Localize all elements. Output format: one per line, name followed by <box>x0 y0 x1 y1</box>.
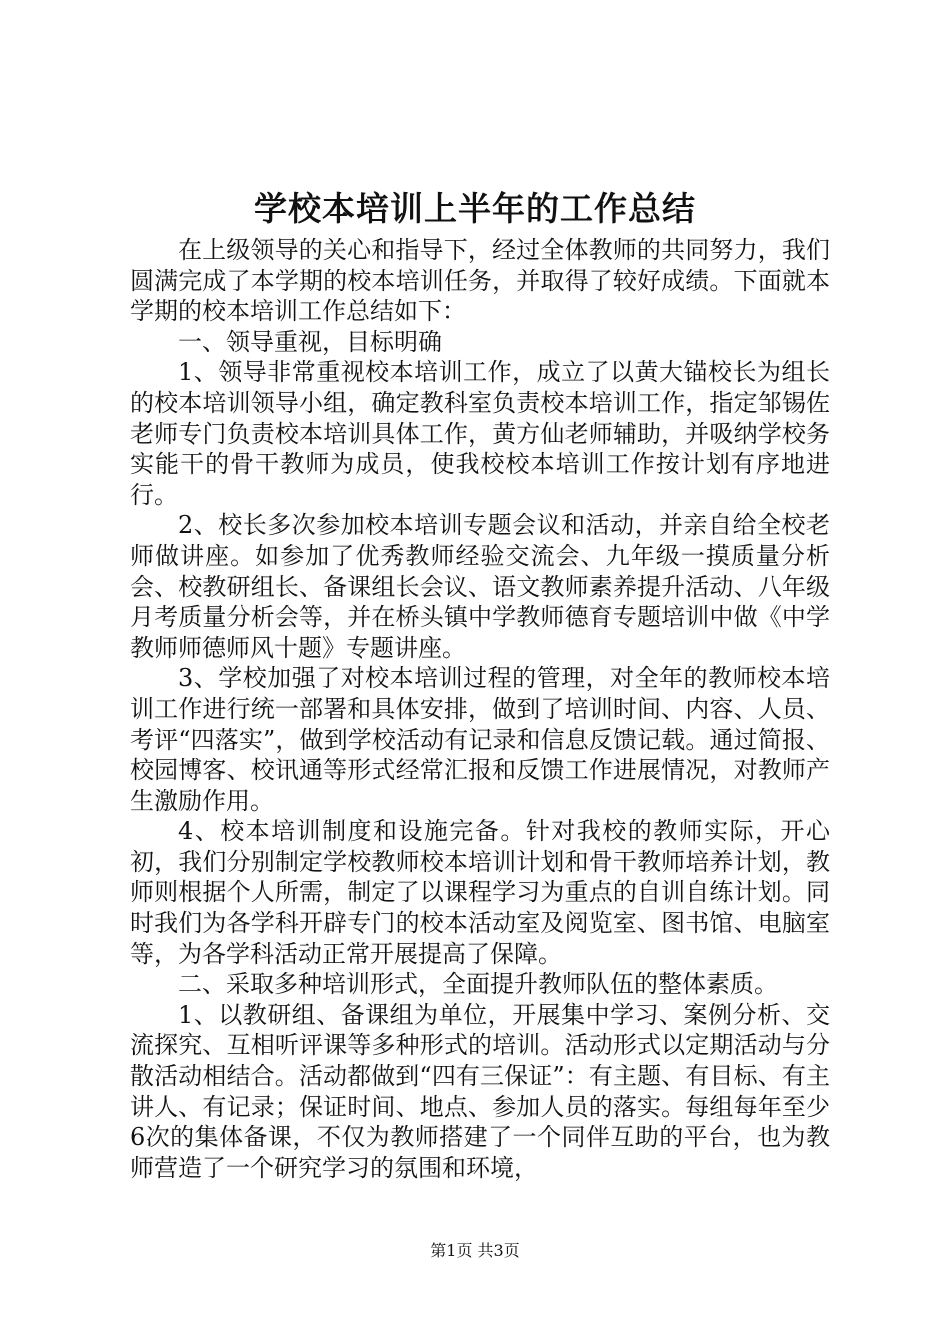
paragraph-1-4: 4、校本培训制度和设施完备。针对我校的教师实际，开心初，我们分别制定学校教师校本培训计划和骨干教师培养计划，教师则根据个人所需，制定了以课程学习为重点的自训自练计划。同时我们为各学科开辟专门的校本活动室及阅览室、图书馆、电脑室等，为各学科活动正常开展提高了保障。 <box>130 817 830 968</box>
document-title: 学校本培训上半年的工作总结 <box>254 189 696 228</box>
document-body <box>130 235 830 1183</box>
section-heading-2: 二、采取多种培训形式，全面提升教师队伍的整体素质。 <box>178 970 778 999</box>
paragraph-intro: 在上级领导的关心和指导下，经过全体教师的共同努力，我们圆满完成了本学期的校本培训任务，并取得了较好成绩。下面就本学期的校本培训工作总结如下： <box>130 236 830 326</box>
paragraph-2-1: 1、以教研组、备课组为单位，开展集中学习、案例分析、交流探究、互相听评课等多种形式的培训。活动形式以定期活动与分散活动相结合。活动都做到“四有三保证”：有主题、有目标、有主讲人、有记录；保证时间、地点、参加人员的落实。每组每年至少6次的集体备课，不仅为教师搭建了一个同伴互助的平台，也为教师营造了一个研究学习的氛围和环境， <box>130 1000 830 1182</box>
page-number: 第1页 共3页 <box>430 1241 520 1260</box>
paragraph-1-1: 1、领导非常重视校本培训工作，成立了以黄大锚校长为组长的校本培训领导小组，确定教科室负责校本培训工作，指定邹锡佐老师专门负责校本培训具体工作，黄方仙老师辅助，并吸纳学校务实能干的骨干教师为成员，使我校校本培训工作按计划有序地进行。 <box>130 358 830 509</box>
section-heading-1: 一、领导重视，目标明确 <box>178 327 442 356</box>
paragraph-1-3: 3、学校加强了对校本培训过程的管理，对全年的教师校本培训工作进行统一部署和具体安排，做到了培训时间、内容、人员、考评“四落实”，做到学校活动有记录和信息反馈记载。通过简报、校园博客、校讯通等形式经常汇报和反馈工作进展情况，对教师产生激励作用。 <box>130 664 830 815</box>
paragraph-1-2: 2、校长多次参加校本培训专题会议和活动，并亲自给全校老师做讲座。如参加了优秀教师经验交流会、九年级一摸质量分析会、校教研组长、备课组长会议、语文教师素养提升活动、八年级月考质量分析会等，并在桥头镇中学教师德育专题培训中做《中学教师师德师风十题》专题讲座。 <box>130 511 830 662</box>
